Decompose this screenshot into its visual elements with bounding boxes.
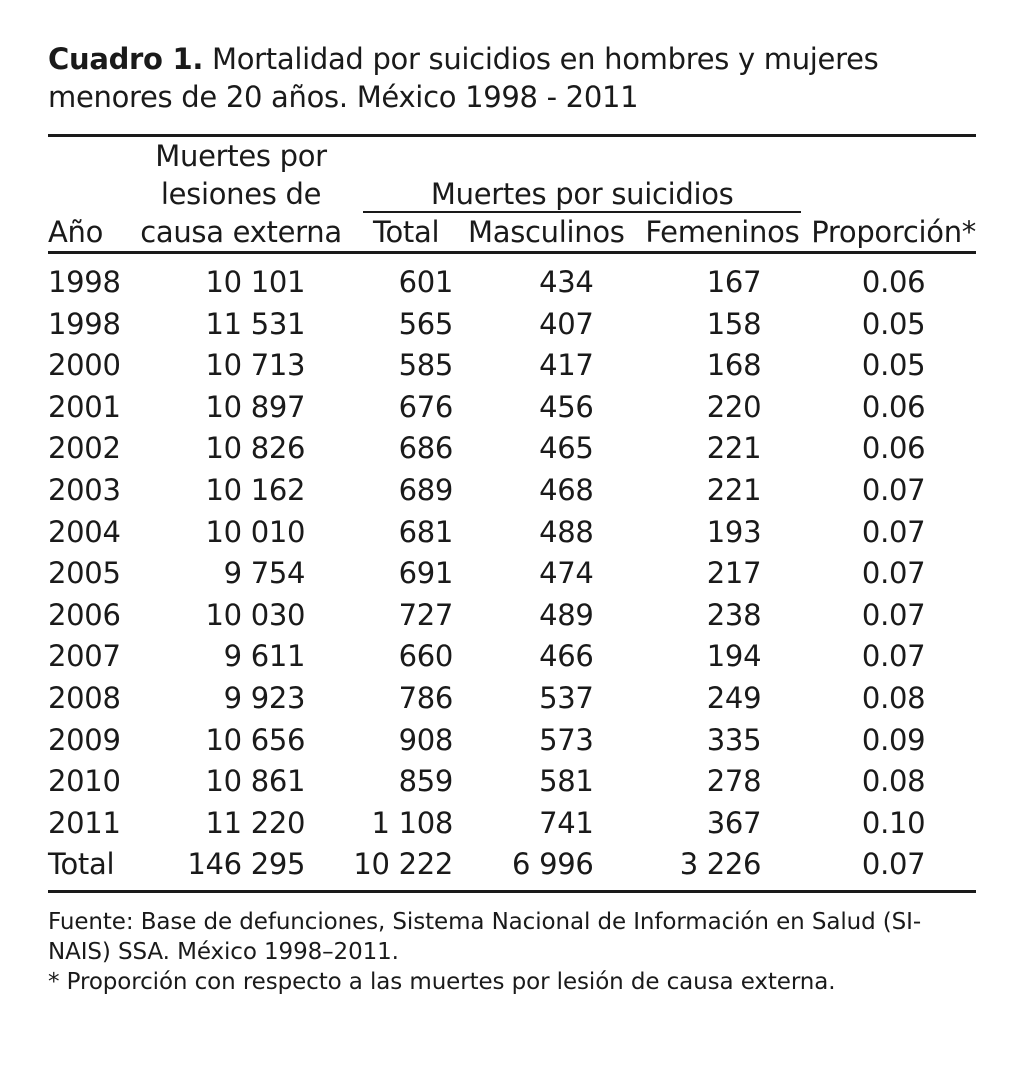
header-row-1: [48, 137, 976, 175]
cell-prop: 0.06: [861, 431, 926, 466]
table-row: [48, 428, 976, 470]
cell-fem: 3 226: [634, 844, 812, 891]
cell-lesion: 146 295: [129, 844, 353, 891]
cell-total: 686: [398, 431, 454, 466]
cell-fem: 221: [706, 472, 762, 507]
cell-prop: 0.07: [811, 844, 976, 891]
cell-lesion: 11 220: [205, 805, 306, 840]
cell-total: 689: [398, 472, 454, 507]
cell-total: 681: [398, 514, 454, 549]
cell-masc: 537: [539, 680, 594, 715]
caption-text: Mortalidad por suicidios en hombres y mujeres menores de 20 años. México 1998 - 2011: [48, 42, 879, 114]
header-year: Año: [48, 213, 129, 253]
table-figure: [48, 40, 976, 997]
cell-masc: 489: [539, 597, 594, 632]
cell-fem: 168: [706, 348, 762, 383]
table-row: [48, 553, 976, 595]
cell-fem: 249: [706, 680, 762, 715]
cell-year: Total: [48, 844, 129, 891]
cell-lesion: 11 531: [205, 306, 306, 341]
header-group-label: Muertes por suicidios: [363, 177, 801, 213]
cell-year: 2010: [48, 764, 121, 799]
cell-lesion: 10 010: [205, 514, 306, 549]
cell-total: 565: [398, 306, 454, 341]
cell-masc: 6 996: [459, 844, 634, 891]
table-row: [48, 720, 976, 762]
cell-prop: 0.07: [861, 472, 926, 507]
table-row: [48, 253, 976, 304]
cell-year: 2000: [48, 348, 121, 383]
cell-prop: 0.08: [861, 680, 926, 715]
cell-year: 2002: [48, 431, 121, 466]
cell-total: 727: [398, 597, 454, 632]
cell-prop: 0.08: [861, 764, 926, 799]
cell-lesion: 10 826: [205, 431, 306, 466]
header-proporcion: Proporción*: [811, 213, 976, 253]
table-row: [48, 636, 976, 678]
cell-year: 2004: [48, 514, 121, 549]
cell-lesion: 10 101: [205, 265, 306, 299]
table-notes: [48, 907, 976, 997]
cell-prop: 0.07: [861, 514, 926, 549]
cell-total: 601: [398, 265, 454, 299]
cell-lesion: 10 713: [205, 348, 306, 383]
header-femeninos: Femeninos: [634, 213, 812, 253]
cell-lesion: 10 030: [205, 597, 306, 632]
table-row: [48, 595, 976, 637]
cell-prop: 0.09: [861, 722, 926, 757]
table-row: [48, 387, 976, 429]
cell-lesion: 10 861: [205, 764, 306, 799]
table-row: [48, 304, 976, 346]
cell-masc: 573: [539, 722, 594, 757]
cell-total: 786: [398, 680, 454, 715]
cell-fem: 167: [706, 265, 762, 299]
cell-lesion: 9 611: [223, 639, 306, 674]
cell-total: 908: [398, 722, 454, 757]
cell-masc: 417: [539, 348, 594, 383]
cell-total: 859: [398, 764, 454, 799]
cell-fem: 194: [706, 639, 762, 674]
header-masculinos: Masculinos: [459, 213, 634, 253]
cell-fem: 238: [706, 597, 762, 632]
cell-masc: 474: [539, 556, 594, 591]
data-table: [48, 137, 976, 893]
cell-prop: 0.05: [861, 306, 926, 341]
cell-prop: 0.06: [861, 389, 926, 424]
header-row-3: [48, 213, 976, 253]
cell-total: 660: [398, 639, 454, 674]
cell-masc: 468: [539, 472, 594, 507]
cell-lesion: 10 897: [205, 389, 306, 424]
header-lesion-line2: lesiones de: [160, 177, 322, 211]
cell-year: 1998: [48, 265, 121, 299]
cell-fem: 217: [706, 556, 762, 591]
header-lesion-line3: causa externa: [129, 213, 353, 253]
table-caption: [48, 40, 976, 116]
table-row: [48, 678, 976, 720]
header-total: Total: [353, 213, 459, 253]
cell-masc: 466: [539, 639, 594, 674]
cell-fem: 278: [706, 764, 762, 799]
cell-prop: 0.07: [861, 556, 926, 591]
cell-total: 691: [398, 556, 454, 591]
header-group-suicidios: [353, 175, 811, 213]
cell-year: 2006: [48, 597, 121, 632]
cell-prop: 0.07: [861, 597, 926, 632]
cell-year: 2007: [48, 639, 121, 674]
table-row: [48, 803, 976, 845]
header-lesion-line1: Muertes por: [155, 139, 327, 173]
cell-total: 676: [398, 389, 454, 424]
cell-total: 10 222: [353, 844, 459, 891]
cell-lesion: 10 162: [205, 472, 306, 507]
table-row: [48, 761, 976, 803]
cell-prop: 0.07: [861, 639, 926, 674]
cell-year: 2001: [48, 389, 121, 424]
caption-lead: Cuadro 1.: [48, 42, 204, 76]
table-row: [48, 470, 976, 512]
source-note: Fuente: Base de defunciones, Sistema Nacional de Información en Salud (SI-NAIS) SSA. México 1998–2011.: [48, 908, 922, 965]
cell-lesion: 9 923: [223, 680, 306, 715]
cell-fem: 367: [706, 805, 762, 840]
cell-prop: 0.10: [861, 805, 926, 840]
cell-year: 2008: [48, 680, 121, 715]
table-row: [48, 512, 976, 554]
cell-year: 2011: [48, 805, 121, 840]
cell-masc: 741: [539, 805, 594, 840]
cell-masc: 465: [539, 431, 594, 466]
cell-fem: 193: [706, 514, 762, 549]
cell-masc: 434: [539, 265, 594, 299]
cell-fem: 220: [706, 389, 762, 424]
cell-year: 1998: [48, 306, 121, 341]
cell-fem: 158: [706, 306, 762, 341]
cell-lesion: 9 754: [223, 556, 306, 591]
cell-total: 585: [398, 348, 454, 383]
cell-masc: 407: [539, 306, 594, 341]
cell-total: 1 108: [371, 805, 454, 840]
table-row: [48, 345, 976, 387]
cell-lesion: 10 656: [205, 722, 306, 757]
footnote: * Proporción con respecto a las muertes por lesión de causa externa.: [48, 968, 836, 995]
cell-year: 2003: [48, 472, 121, 507]
cell-year: 2005: [48, 556, 121, 591]
cell-fem: 335: [706, 722, 762, 757]
header-row-2: [48, 175, 976, 213]
cell-fem: 221: [706, 431, 762, 466]
cell-masc: 456: [539, 389, 594, 424]
table-row-total: [48, 844, 976, 891]
cell-prop: 0.05: [861, 348, 926, 383]
cell-prop: 0.06: [861, 265, 926, 299]
cell-masc: 581: [539, 764, 594, 799]
cell-masc: 488: [539, 514, 594, 549]
cell-year: 2009: [48, 722, 121, 757]
